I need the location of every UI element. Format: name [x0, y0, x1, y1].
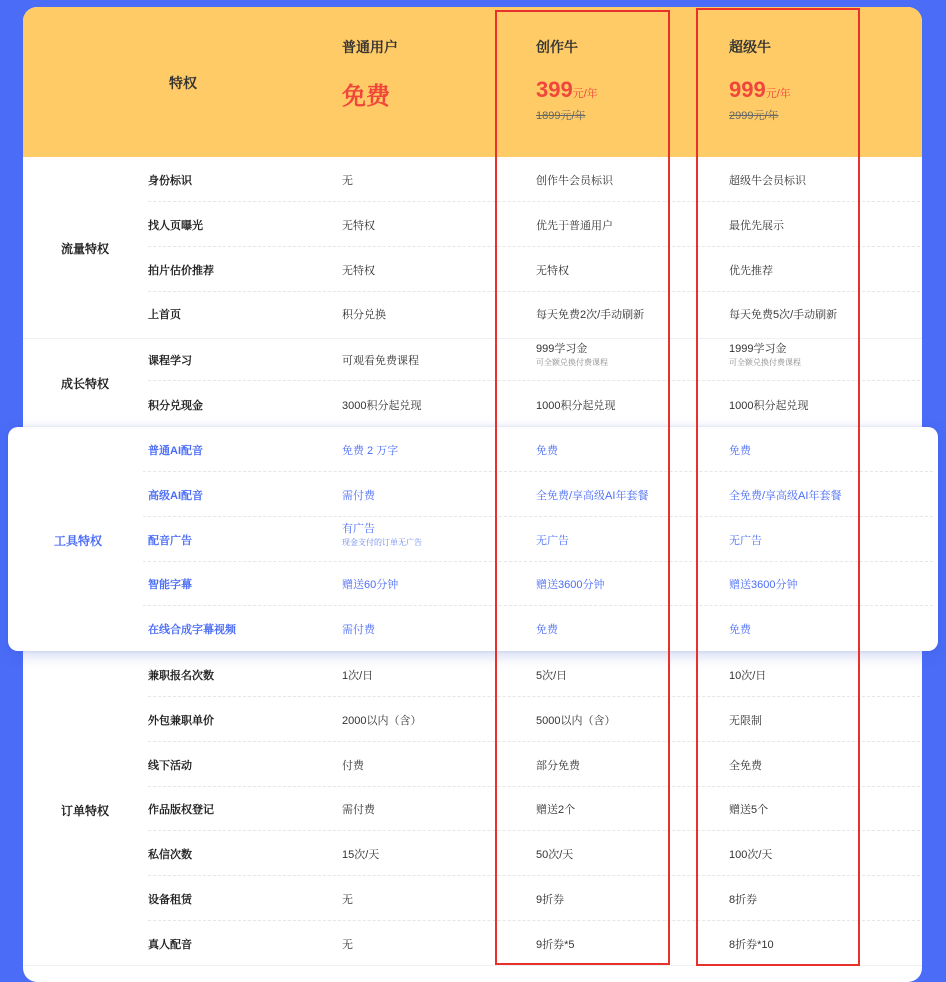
feature-name: 兼职报名次数 [148, 670, 214, 682]
value-free: 无 [342, 939, 353, 951]
value-free: 无特权 [342, 265, 375, 277]
value-creator: 9折券*5 [536, 939, 575, 951]
plan-old-price-creator: 1899元/年 [536, 110, 586, 122]
value-free: 积分兑换 [342, 309, 386, 321]
value-super: 1999学习金 可全额兑换付费课程 [729, 343, 801, 367]
feature-name: 拍片估价推荐 [148, 265, 214, 277]
feature-name: 在线合成字幕视频 [148, 624, 236, 636]
feature-name: 积分兑现金 [148, 400, 203, 412]
value-note: 可全额兑换付费课程 [729, 358, 801, 367]
plan-price-creator: 399元/年 [536, 77, 598, 102]
feature-name: 智能字幕 [148, 579, 192, 591]
value-creator: 无广告 [536, 535, 569, 547]
value-super: 全免费 [729, 760, 762, 772]
value-super: 100次/天 [729, 849, 773, 861]
value-super: 8折券*10 [729, 939, 774, 951]
value-free: 15次/天 [342, 849, 380, 861]
value-free: 有广告 现金支付的订单无广告 [342, 523, 422, 547]
value-creator: 5次/日 [536, 670, 568, 682]
value-super: 全免费/享高级AI年套餐 [729, 490, 842, 502]
section-label-orders: 订单特权 [61, 804, 110, 818]
value-note: 可全额兑换付费课程 [536, 358, 608, 367]
feature-name: 高级AI配音 [148, 490, 203, 502]
value-super: 免费 [729, 624, 751, 636]
value-free: 无 [342, 175, 353, 187]
value-super: 赠送3600分钟 [729, 579, 798, 591]
value-super: 免费 [729, 445, 751, 457]
value-creator: 1000积分起兑现 [536, 400, 616, 412]
value-creator: 优先于普通用户 [536, 220, 613, 232]
value-free: 无 [342, 894, 353, 906]
value-free: 可观看免费课程 [342, 355, 419, 367]
plan-price-free: 免费 [342, 83, 390, 110]
value-super: 无限制 [729, 715, 762, 727]
value-creator: 9折券 [536, 894, 565, 906]
value-creator: 免费 [536, 624, 558, 636]
value-creator: 免费 [536, 445, 558, 457]
value-super: 最优先展示 [729, 220, 784, 232]
feature-name: 课程学习 [148, 355, 192, 367]
value-free: 赠送60分钟 [342, 579, 399, 591]
plan-name-creator: 创作牛 [536, 39, 578, 55]
value-super: 赠送5个 [729, 804, 769, 816]
highlight-frame-super [696, 8, 860, 966]
value-free: 无特权 [342, 220, 375, 232]
value-super: 每天免费5次/手动刷新 [729, 309, 838, 321]
highlight-frame-creator [495, 10, 670, 965]
value-creator: 赠送3600分钟 [536, 579, 605, 591]
feature-name: 外包兼职单价 [148, 715, 214, 727]
plan-name-super: 超级牛 [729, 39, 771, 55]
feature-name: 作品版权登记 [148, 804, 214, 816]
feature-name: 配音广告 [148, 535, 192, 547]
value-super: 1000积分起兑现 [729, 400, 809, 412]
plan-name-free: 普通用户 [342, 39, 398, 55]
feature-name: 设备租赁 [148, 894, 192, 906]
value-creator: 每天免费2次/手动刷新 [536, 309, 645, 321]
privilege-header: 特权 [169, 75, 197, 91]
section-label-traffic: 流量特权 [61, 242, 110, 256]
value-note: 现金支付的订单无广告 [342, 538, 422, 547]
value-free: 需付费 [342, 490, 375, 502]
price-unit: 元/年 [765, 88, 791, 100]
value-creator: 5000以内（含） [536, 715, 616, 727]
value-free: 需付费 [342, 624, 375, 636]
value-creator: 50次/天 [536, 849, 574, 861]
value-free: 1次/日 [342, 670, 374, 682]
value-free: 付费 [342, 760, 364, 772]
feature-name: 普通AI配音 [148, 445, 203, 457]
section-label-tools: 工具特权 [54, 534, 103, 548]
feature-name: 线下活动 [148, 760, 192, 772]
value-super: 超级牛会员标识 [729, 175, 806, 187]
feature-name: 私信次数 [148, 849, 192, 861]
value-creator: 创作牛会员标识 [536, 175, 613, 187]
value-super: 10次/日 [729, 670, 767, 682]
value-creator: 999学习金 可全额兑换付费课程 [536, 343, 608, 367]
plan-price-super: 999元/年 [729, 77, 791, 102]
feature-name: 真人配音 [148, 939, 192, 951]
value-creator: 全免费/享高级AI年套餐 [536, 490, 649, 502]
value-free: 需付费 [342, 804, 375, 816]
value-creator: 部分免费 [536, 760, 580, 772]
value-creator: 赠送2个 [536, 804, 576, 816]
value-super: 无广告 [729, 535, 762, 547]
value-free: 免费 2 万字 [342, 445, 399, 457]
feature-name: 身份标识 [148, 175, 192, 187]
price-unit: 元/年 [572, 88, 598, 100]
feature-name: 上首页 [148, 309, 181, 321]
value-super: 优先推荐 [729, 265, 773, 277]
section-label-growth: 成长特权 [61, 377, 110, 391]
value-free: 3000积分起兑现 [342, 400, 422, 412]
value-super: 8折券 [729, 894, 758, 906]
feature-name: 找人页曝光 [148, 220, 203, 232]
value-creator: 无特权 [536, 265, 569, 277]
plan-old-price-super: 2999元/年 [729, 110, 779, 122]
value-free: 2000以内（含） [342, 715, 422, 727]
